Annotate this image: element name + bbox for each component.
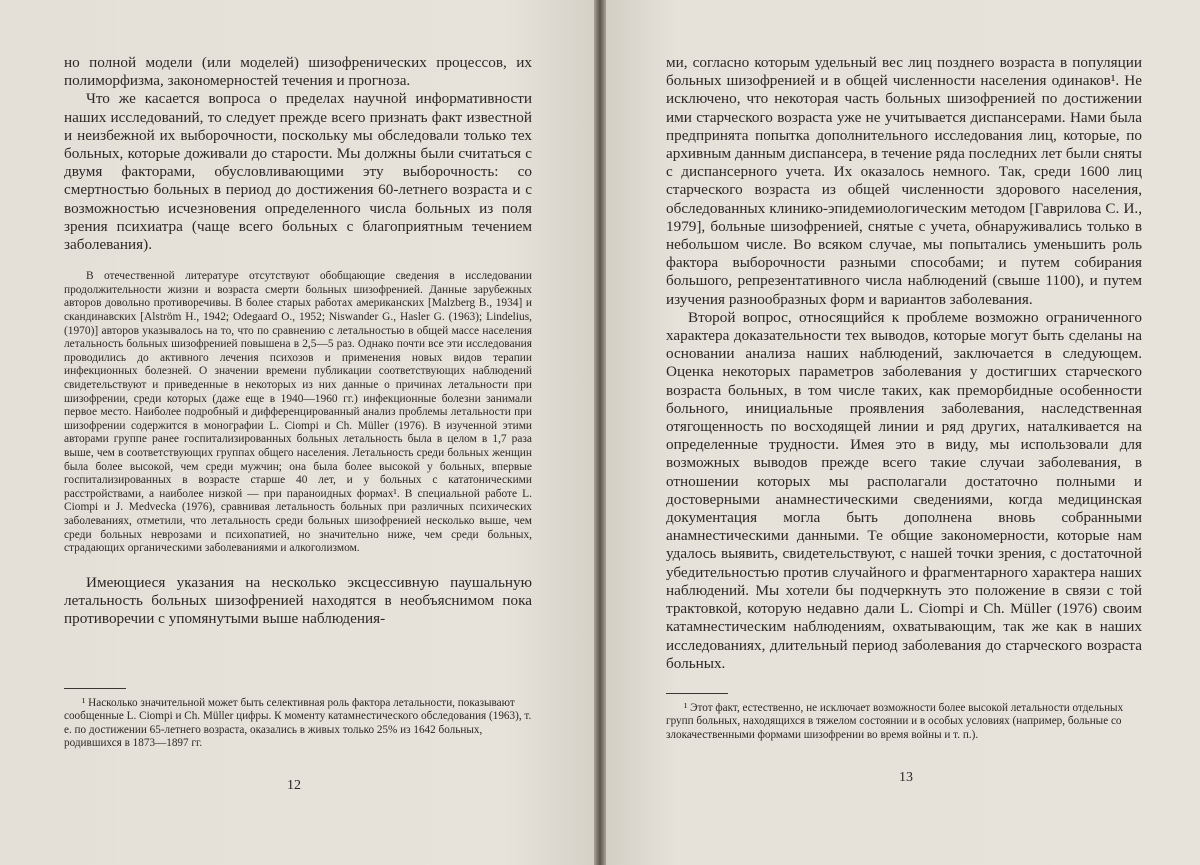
right-text-column: [666, 54, 1142, 673]
footnote-rule: [666, 693, 728, 694]
right-footnote: ¹ Этот факт, естественно, не исключает возможности более высокой летальности отдельных групп больных, находящихся в тяжелом состоянии и в особых условиях (например, больные со злокачественными формами шизофрении во время войны и т. п.).: [666, 702, 1124, 741]
footnote-rule: [64, 688, 126, 689]
right-paragraph-1: ми, согласно которым удельный вес лиц позднего возраста в популяции больных шизофренией и в общей численности населения одинаков¹. Не исключено, что некоторая часть больных шизофренией по достижении ими старческого возраста уже не учитывается диспансерами. Нами была предпринята попытка дополнительного исследования лиц, которые, по архивным данным диспансера, в течение ряда последних лет были сняты с диспансерного учета. Их оказалось немного. Так, среди 1600 лиц старческого возраста из общей численности здорового населения, обследованных клинико-эпидемиологическим методом [Гаврилова С. И., 1979], больные шизофренией, снятые с учета, обнаруживались только в небольшом числе. Во всяком случае, мы попытались уменьшить роль фактора выборочности разными способами; и путем собирания большого, репрезентативного числа наблюдений (свыше 1100), и путем изучения разнообразных форм и вариантов заболевания.: [666, 54, 1142, 308]
page-number-left: 12: [287, 778, 301, 793]
right-paragraph-2: Второй вопрос, относящийся к проблеме возможно ограниченного характера доказательности тех выводов, которые могут быть сделаны на основании анализа наших наблюдений, заключается в следующем. Оценка некоторых параметров заболевания у достигших старческого возраста больных, в том числе таких, как преморбидные особенности больного, инициальные проявления заболевания, наследственная отягощенность по восходящей линии и ряд других, наталкивается на определенные трудности. Имея это в виду, мы использовали для возможных выводов прежде всего такие случаи заболевания, в отношении которых мы располагали достаточно полными и достоверными анамнестическими сведениями, когда медицинская документация могла быть дополнена вновь собранными анамнестическими данными. Те общие закономерности, которые нам удалось выявить, свидетельствуют, с нашей точки зрения, с достаточной убедительностью против случайного и фрагментарного характера наших наблюдений. Мы хотели бы подчеркнуть это положение в связи с той трактовкой, которую недавно дали L. Ciompi и Ch. Müller (1976) своим катамнестическим наблюдениям, охватывающим, так же как в наших исследованиях, длительный период заболевания до старческого возраста больных.: [666, 308, 1142, 672]
left-page: [0, 0, 594, 865]
page-number-right: 13: [899, 770, 913, 785]
left-paragraph-1: но полной модели (или моделей) шизофренических процессов, их полиморфизма, закономерностей течения и прогноза.: [64, 54, 532, 90]
right-footnote-block: [666, 693, 1142, 742]
book-gutter: [594, 0, 606, 865]
left-small-print: В отечественной литературе отсутствуют обобщающие сведения в исследовании продолжительности жизни и возраста смерти больных шизофренией. Данные зарубежных авторов довольно противоречивы. В более старых работах американских [Malzberg B., 1934] и скандинавских [Alström H., 1942; Odegaard O., 1952; Niswander G., Hasler G. (1963); Lindelius, (1970)] авторов указывалось на то, что по сравнению с летальностью в общей массе населения летальность больных шизофренией повышена в 2,5—5 раз. Однако почти все эти исследования проводились до активного лечения психозов и применения новых видов терапии инфекционных болезней. О значении времени публикации соответствующих наблюдений свидетельствуют и приведенные в некоторых из них данные о причинах летальности при шизофрении, среди которых (даже еще в 1940—1960 гг.) инфекционные болезни занимали первое место. Наиболее подробный и дифференцированный анализ проблемы летальности при шизофрении содержится в монографии L. Ciompi и Ch. Müller (1976). В изученной этими авторами группе ранее госпитализированных больных летальность была в целом в 1,7 раза выше, чем в соответствующих группах общего населения. Летальность среди больных женщин была более высокой, чем среди мужчин; она была более высокой у больных, впервые госпитализированных в возрасте старше 40 лет, и у больных с кататоническими расстройствами, а наиболее низкой — при параноидных формах¹. В специальной работе L. Ciompi и J. Medvecka (1976), сравнивая летальность больных при различных психических заболеваниях, отметили, что летальность среди больных шизофренией несколько выше, чем среди больных неврозами и психопатией, но значительно ниже, чем среди больных, страдающих органическими заболеваниями и алкоголизмом.: [64, 270, 532, 555]
right-page: [606, 0, 1200, 865]
left-footnote: ¹ Насколько значительной может быть селективная роль фактора летальности, показывают сообщенные L. Ciompi и Ch. Müller цифры. К моменту катамнестического обследования (1963), т. е. по достижении 65-летнего возраста, оказались в живых только 25% из 1642 больных, родившихся в 1873—1897 гг.: [64, 697, 532, 750]
left-text-column: [64, 54, 532, 628]
left-footnote-block: [64, 688, 532, 751]
left-paragraph-3: Имеющиеся указания на несколько эксцессивную паушальную летальность больных шизофренией находятся в необъяснимом пока противоречии с упомянутыми выше наблюдения-: [64, 573, 532, 628]
left-paragraph-2: Что же касается вопроса о пределах научной информативности наших исследований, то следует прежде всего признать факт известной и неизбежной их выборочности, поскольку мы обследовали только тех больных, которые доживали до старости. Мы должны были считаться с двумя факторами, обусловливающими эту выборочность: со смертностью больных в период до достижения 60-летнего возраста и с возможностью исчезновения определенного числа больных из поля зрения психиатра (чаще всего больных с благоприятным течением заболевания).: [64, 90, 532, 254]
